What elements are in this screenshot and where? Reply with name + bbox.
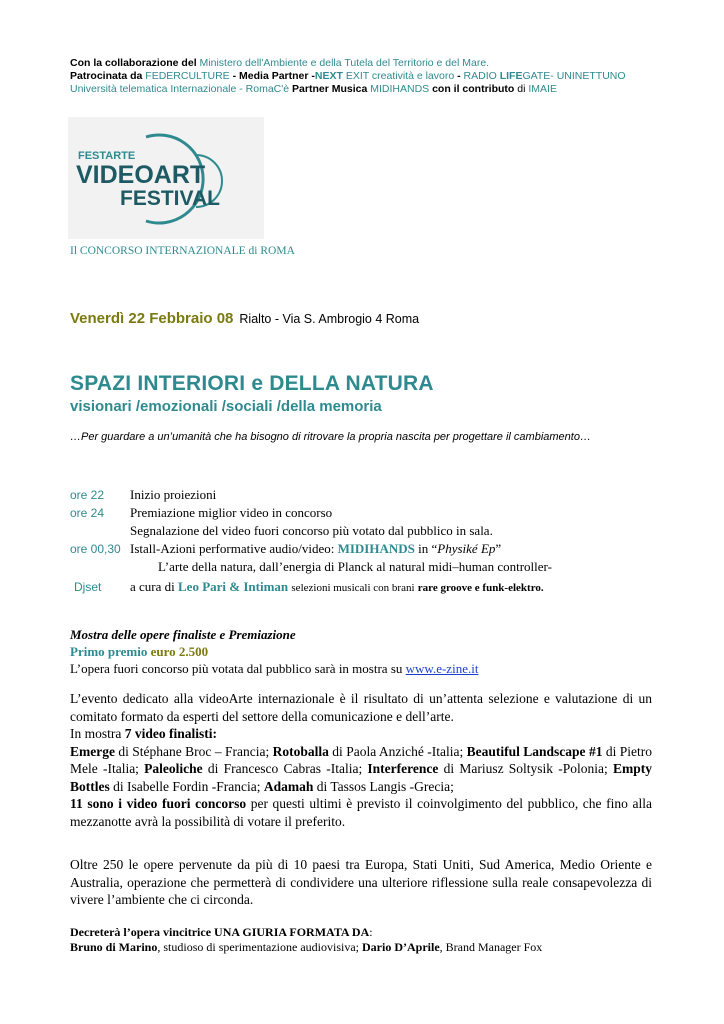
- schedule-row-2: ore 24 Premiazione miglior video in concorso: [70, 505, 333, 520]
- concorso-label: Il CONCORSO INTERNAZIONALE di ROMA: [70, 245, 295, 257]
- credits-line-2: Patrocinata da FEDERCULTURE - Media Partner -NEXT EXIT creatività e lavoro - RADIO LIFEGATE- UNINETTUNO: [70, 70, 626, 82]
- event-date: Venerdì 22 Febbraio 08: [70, 310, 234, 327]
- mostra-block: [70, 626, 660, 677]
- event-tagline: …Per guardare a un’umanità che ha bisogno di ritrovare la propria nascita per progettare il cambiamento…: [70, 431, 591, 443]
- body-paragraph-2: Oltre 250 le opere pervenute da più di 10 paesi tra Europa, Stati Uniti, Sud America, Medio Oriente e Australia, operazione che permetterà di condividere una ulteriore riflessione sulla reale consapevolezza di vivere l’ambiente che ci circonda.: [70, 857, 652, 907]
- body-paragraph-1: L’evento dedicato alla videoArte internazionale è il risultato di un’attenta selezione e valutazione di un comitato formato da esperti del settore della comunicazione e dell’arte. In mostra 7 video finalisti: Emerge di Stéphane Broc – Francia; Rotoballa di Paola Anziché -Italia; Beautiful Landscape #1 di Pietro Mele -Italia; Paleoliche di Francesco Cabras -Italia; Interference di Mariusz Soltysik -Polonia; Empty Bottles di Isabelle Fordin -Francia; Adamah di Tassos Langis -Grecia; 11 sono i video fuori concorso per questi ultimi è previsto il coinvolgimento del pubblico, che fino alla mezzanotte avrà la possibilità di votare il preferito.: [70, 691, 653, 829]
- giuria-block: [70, 925, 670, 955]
- giuria-heading: Decreterà l’opera vincitrice UNA GIURIA FORMATA DA:: [70, 925, 373, 939]
- schedule-row-5: L’arte della natura, dall’energia di Planck al natural midi–human controller-: [158, 559, 552, 574]
- mostra-line: L’opera fuori concorso più votata dal pubblico sarà in mostra su www.e-zine.it: [70, 661, 479, 676]
- ezine-link[interactable]: www.e-zine.it: [405, 661, 479, 676]
- credits-block: [70, 57, 690, 96]
- event-title: SPAZI INTERIORI e DELLA NATURA: [70, 372, 434, 395]
- schedule-row-1: ore 22 Inizio proiezioni: [70, 487, 217, 502]
- schedule-row-4: ore 00,30 Istall-Azioni performative audio/video: MIDIHANDS in “Physiké Ep”: [70, 541, 502, 556]
- credits-line-1: Con la collaborazione del Ministero dell'Ambiente e della Tutela del Territorio e del Mare.: [70, 57, 490, 69]
- event-subtitle: visionari /emozionali /sociali /della memoria: [70, 398, 382, 415]
- logo-festarte-text: FESTARTE: [78, 150, 136, 162]
- giuria-members: Bruno di Marino, studioso di sperimentazione audiovisiva; Dario D’Aprile, Brand Manager Fox: [70, 940, 543, 954]
- mostra-heading: Mostra delle opere finaliste e Premiazione: [70, 627, 296, 642]
- logo-festival-text: FESTIVAL: [120, 187, 220, 210]
- logo-videoart-text: VIDEOART: [76, 161, 206, 189]
- prize-line: Primo premio euro 2.500: [70, 644, 209, 659]
- schedule-row-3: Segnalazione del video fuori concorso più votato dal pubblico in sala.: [130, 523, 493, 538]
- schedule-row-6: Djset a cura di Leo Pari & Intiman selezioni musicali con brani rare groove e funk-elektro.: [74, 579, 544, 594]
- festival-logo-image: [68, 117, 264, 239]
- event-date-line: [70, 310, 419, 327]
- event-venue: Rialto - Via S. Ambrogio 4 Roma: [239, 312, 420, 326]
- credits-line-3: Università telematica Internazionale - RomaC'è Partner Musica MIDIHANDS con il contributo di IMAIE: [70, 83, 557, 95]
- festival-logo: [68, 117, 264, 239]
